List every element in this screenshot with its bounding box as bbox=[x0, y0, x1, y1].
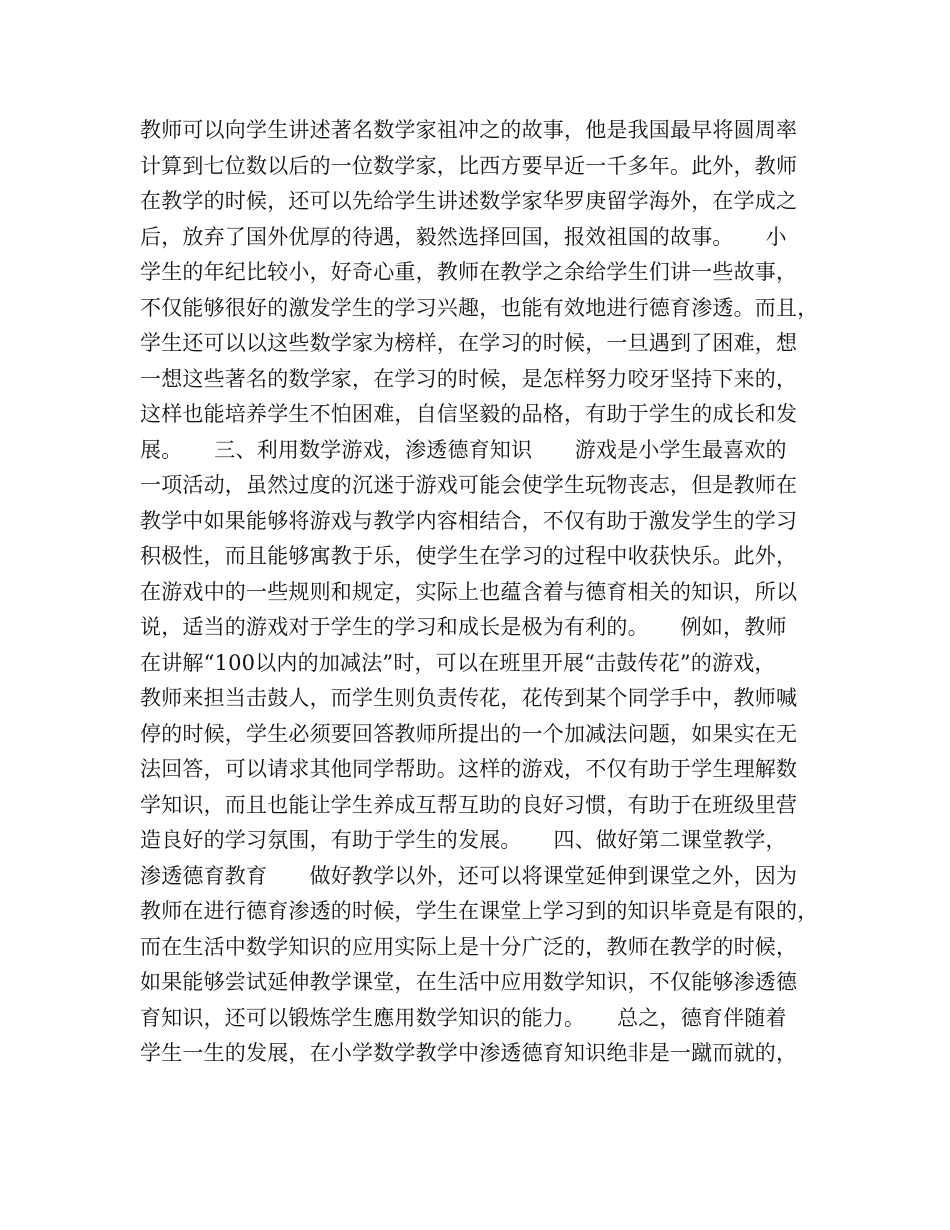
text-line: 计算到七位数以后的一位数学家，比西方要早近一千多年。此外，教师 bbox=[140, 153, 798, 178]
text-line: 这样也能培养学生不怕困难，自信坚毅的品格，有助于学生的成长和发 bbox=[140, 402, 798, 426]
text-line: 不仅能够很好的激发学生的学习兴趣，也能有效地进行德育渗透。而且， bbox=[140, 295, 819, 320]
body-text bbox=[140, 113, 830, 1072]
text-line: 渗透德育教育 做好教学以外，还可以将课堂延伸到课堂之外，因为 bbox=[140, 863, 798, 888]
text-line: 学生的年纪比较小，好奇心重，教师在教学之余给学生们讲一些故事， bbox=[140, 260, 798, 284]
text-line: 停的时候，学生必须要回答教师所提出的一个加减法问题，如果实在无 bbox=[140, 721, 798, 746]
text-line: 展。 三、利用数学游戏，渗透德育知识 游戏是小学生最喜欢的 bbox=[140, 437, 787, 462]
text-line: 在教学的时候，还可以先给学生讲述数学家华罗庚留学海外，在学成之 bbox=[140, 189, 798, 213]
text-line: 教师可以向学生讲述著名数学家祖冲之的故事，他是我国最早将圆周率 bbox=[140, 118, 798, 142]
text-line: 后，放弃了国外优厚的待遇，毅然选择回国，报效祖国的故事。 小 bbox=[140, 224, 787, 249]
text-line: 在讲解“100以内的加减法”时，可以在班里开展“击鼓传花”的游戏， bbox=[140, 650, 776, 675]
text-line: 而在生活中数学知识的应用实际上是十分广泛的，教师在教学的时候， bbox=[140, 934, 798, 959]
text-line: 积极性，而且能够寓教于乐，使学生在学习的过程中收获快乐。此外， bbox=[140, 544, 798, 568]
text-line: 如果能够尝试延伸教学课堂，在生活中应用数学知识，不仅能够渗透德 bbox=[140, 970, 798, 994]
text-line: 教学中如果能够将游戏与教学内容相结合，不仅有助于激发学生的学习 bbox=[140, 508, 798, 533]
text-line: 学生一生的发展，在小学数学教学中渗透德育知识绝非是一蹴而就的， bbox=[140, 1041, 798, 1065]
text-line: 教师来担当击鼓人，而学生则负责传花，花传到某个同学手中，教师喊 bbox=[140, 686, 798, 710]
text-line: 一项活动，虽然过度的沉迷于游戏可能会使学生玩物丧志，但是教师在 bbox=[140, 473, 798, 497]
text-line: 育知识，还可以锻炼学生應用数学知识的能力。 总之，德育伴随着 bbox=[140, 1005, 787, 1030]
text-line: 造良好的学习氛围，有助于学生的发展。 四、做好第二课堂教学， bbox=[140, 828, 787, 852]
text-line: 在游戏中的一些规则和规定，实际上也蕴含着与德育相关的知识，所以 bbox=[140, 579, 798, 604]
text-line: 一想这些著名的数学家，在学习的时候，是怎样努力咬牙坚持下来的， bbox=[140, 366, 798, 391]
text-line: 说，适当的游戏对于学生的学习和成长是极为有利的。 例如，教师 bbox=[140, 615, 787, 639]
text-line: 学知识，而且也能让学生养成互帮互助的良好习惯，有助于在班级里营 bbox=[140, 792, 798, 817]
text-line: 法回答，可以请求其他同学帮助。这样的游戏，不仅有助于学生理解数 bbox=[140, 757, 798, 781]
text-line: 教师在进行德育渗透的时候，学生在课堂上学习到的知识毕竟是有限的， bbox=[140, 899, 819, 923]
text-line: 学生还可以以这些数学家为榜样，在学习的时候，一旦遇到了困难，想 bbox=[140, 331, 798, 355]
